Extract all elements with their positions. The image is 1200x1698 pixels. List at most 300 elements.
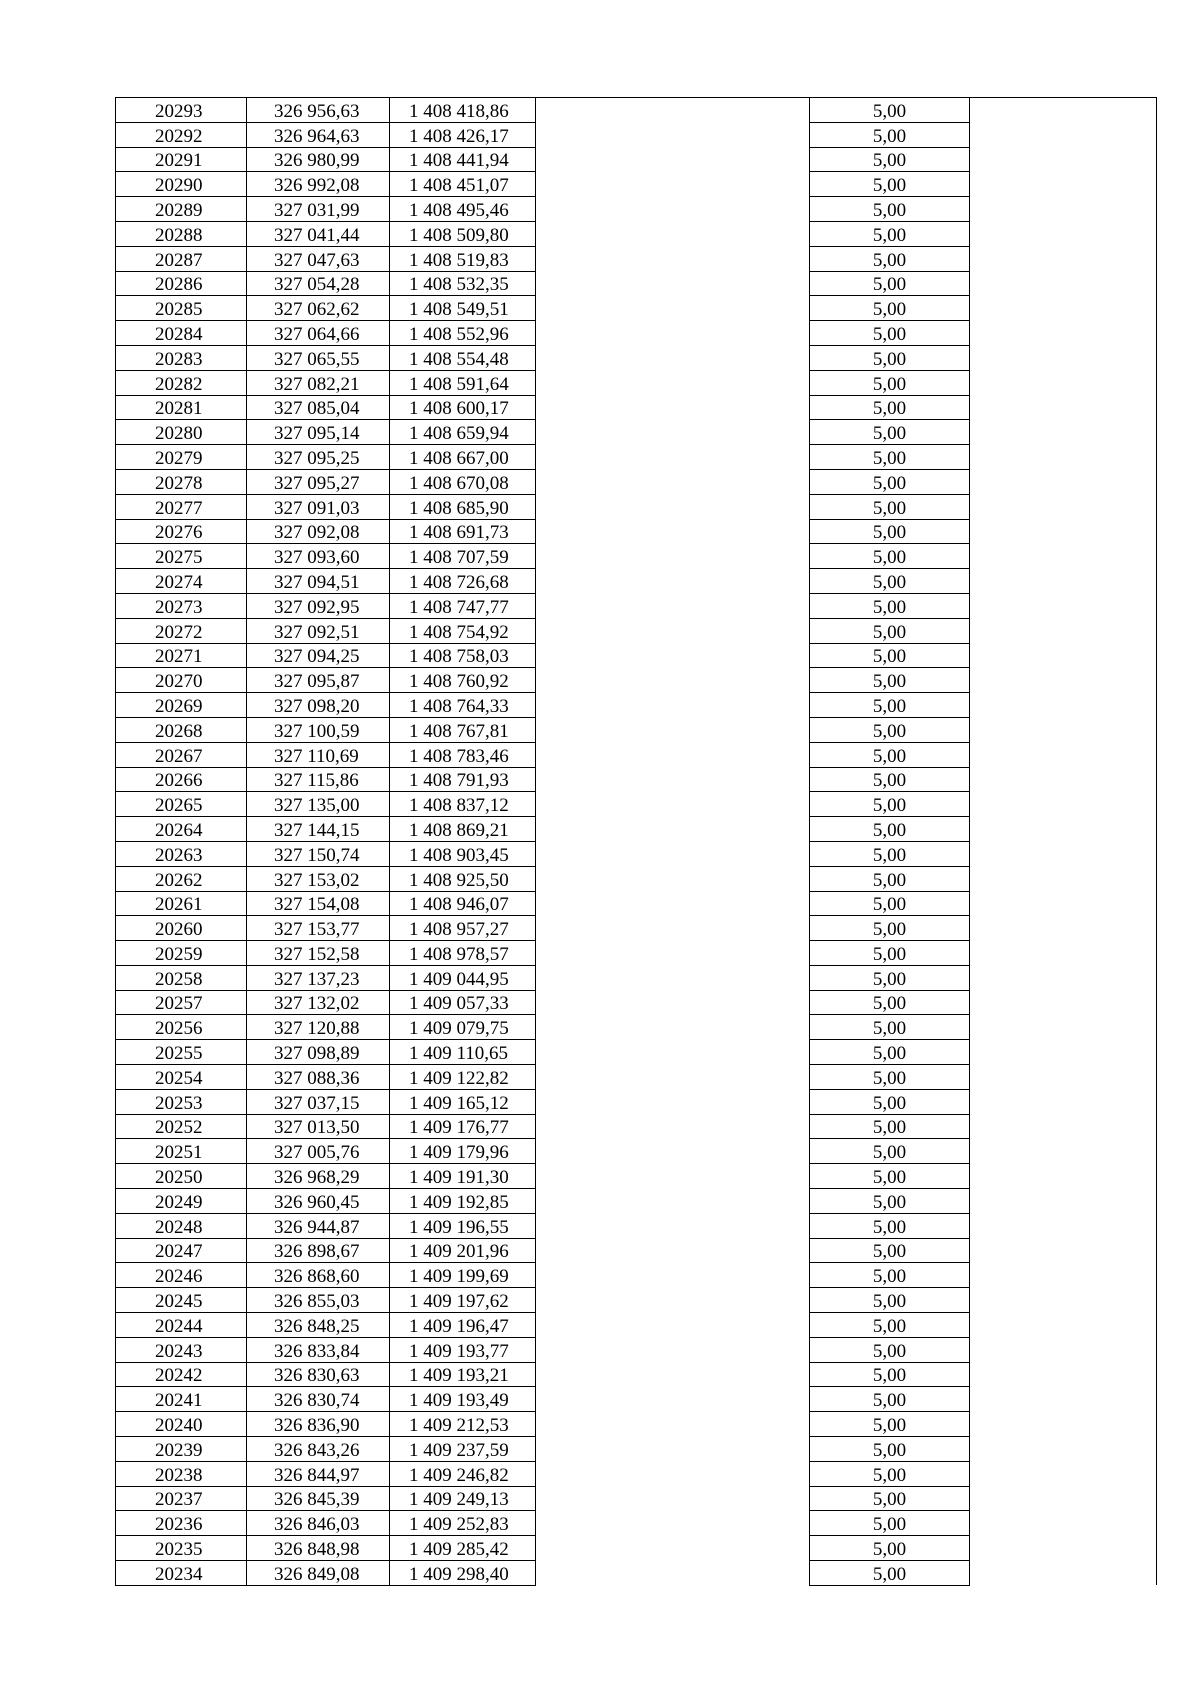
note-cell [970, 891, 1157, 916]
x-coordinate-cell: 326 956,63 [247, 98, 390, 123]
accuracy-cell: 5,00 [810, 494, 970, 519]
x-coordinate-cell: 326 898,67 [247, 1238, 390, 1263]
blank-cell [536, 1164, 810, 1189]
table-row [116, 593, 1157, 618]
table-row [116, 271, 1157, 296]
point-number-cell: 20270 [116, 668, 247, 693]
y-coordinate-cell: 1 409 201,96 [390, 1238, 536, 1263]
x-coordinate-cell: 327 132,02 [247, 990, 390, 1015]
accuracy-cell: 5,00 [810, 817, 970, 842]
table-row [116, 866, 1157, 891]
table-row [116, 1362, 1157, 1387]
accuracy-cell: 5,00 [810, 1561, 970, 1586]
accuracy-cell: 5,00 [810, 916, 970, 941]
table-row [116, 643, 1157, 668]
y-coordinate-cell: 1 408 758,03 [390, 643, 536, 668]
accuracy-cell: 5,00 [810, 122, 970, 147]
table-row [116, 1015, 1157, 1040]
note-cell [970, 1139, 1157, 1164]
blank-cell [536, 1313, 810, 1338]
x-coordinate-cell: 327 120,88 [247, 1015, 390, 1040]
y-coordinate-cell: 1 409 192,85 [390, 1189, 536, 1214]
y-coordinate-cell: 1 409 057,33 [390, 990, 536, 1015]
note-cell [970, 1561, 1157, 1586]
table-row [116, 1238, 1157, 1263]
table-row [116, 916, 1157, 941]
accuracy-cell: 5,00 [810, 469, 970, 494]
blank-cell [536, 147, 810, 172]
blank-cell [536, 1238, 810, 1263]
table-row [116, 941, 1157, 966]
coordinates-table-body [116, 98, 1157, 1586]
note-cell [970, 1114, 1157, 1139]
blank-cell [536, 1461, 810, 1486]
x-coordinate-cell: 327 110,69 [247, 742, 390, 767]
blank-cell [536, 1213, 810, 1238]
x-coordinate-cell: 326 843,26 [247, 1437, 390, 1462]
accuracy-cell: 5,00 [810, 1313, 970, 1338]
y-coordinate-cell: 1 408 554,48 [390, 345, 536, 370]
blank-cell [536, 197, 810, 222]
x-coordinate-cell: 326 964,63 [247, 122, 390, 147]
x-coordinate-cell: 327 091,03 [247, 494, 390, 519]
accuracy-cell: 5,00 [810, 321, 970, 346]
y-coordinate-cell: 1 409 179,96 [390, 1139, 536, 1164]
accuracy-cell: 5,00 [810, 866, 970, 891]
accuracy-cell: 5,00 [810, 792, 970, 817]
accuracy-cell: 5,00 [810, 1511, 970, 1536]
point-number-cell: 20257 [116, 990, 247, 1015]
blank-cell [536, 643, 810, 668]
point-number-cell: 20255 [116, 1040, 247, 1065]
note-cell [970, 469, 1157, 494]
y-coordinate-cell: 1 409 199,69 [390, 1263, 536, 1288]
point-number-cell: 20240 [116, 1412, 247, 1437]
accuracy-cell: 5,00 [810, 990, 970, 1015]
accuracy-cell: 5,00 [810, 296, 970, 321]
blank-cell [536, 891, 810, 916]
x-coordinate-cell: 327 085,04 [247, 395, 390, 420]
note-cell [970, 1437, 1157, 1462]
x-coordinate-cell: 326 944,87 [247, 1213, 390, 1238]
accuracy-cell: 5,00 [810, 1337, 970, 1362]
x-coordinate-cell: 327 115,86 [247, 767, 390, 792]
point-number-cell: 20254 [116, 1065, 247, 1090]
table-row [116, 1437, 1157, 1462]
point-number-cell: 20271 [116, 643, 247, 668]
note-cell [970, 1164, 1157, 1189]
note-cell [970, 1412, 1157, 1437]
point-number-cell: 20293 [116, 98, 247, 123]
accuracy-cell: 5,00 [810, 271, 970, 296]
table-row [116, 1387, 1157, 1412]
note-cell [970, 1313, 1157, 1338]
point-number-cell: 20289 [116, 197, 247, 222]
note-cell [970, 1015, 1157, 1040]
point-number-cell: 20238 [116, 1461, 247, 1486]
table-row [116, 1313, 1157, 1338]
point-number-cell: 20277 [116, 494, 247, 519]
point-number-cell: 20250 [116, 1164, 247, 1189]
blank-cell [536, 445, 810, 470]
table-row [116, 717, 1157, 742]
y-coordinate-cell: 1 408 659,94 [390, 420, 536, 445]
x-coordinate-cell: 327 095,87 [247, 668, 390, 693]
note-cell [970, 296, 1157, 321]
y-coordinate-cell: 1 409 122,82 [390, 1065, 536, 1090]
blank-cell [536, 519, 810, 544]
point-number-cell: 20278 [116, 469, 247, 494]
y-coordinate-cell: 1 409 165,12 [390, 1089, 536, 1114]
point-number-cell: 20284 [116, 321, 247, 346]
x-coordinate-cell: 327 095,25 [247, 445, 390, 470]
point-number-cell: 20283 [116, 345, 247, 370]
accuracy-cell: 5,00 [810, 767, 970, 792]
table-row [116, 445, 1157, 470]
note-cell [970, 544, 1157, 569]
point-number-cell: 20244 [116, 1313, 247, 1338]
y-coordinate-cell: 1 408 837,12 [390, 792, 536, 817]
y-coordinate-cell: 1 408 791,93 [390, 767, 536, 792]
x-coordinate-cell: 327 092,08 [247, 519, 390, 544]
accuracy-cell: 5,00 [810, 742, 970, 767]
blank-cell [536, 1511, 810, 1536]
x-coordinate-cell: 327 098,89 [247, 1040, 390, 1065]
table-row [116, 1065, 1157, 1090]
note-cell [970, 941, 1157, 966]
x-coordinate-cell: 326 848,98 [247, 1536, 390, 1561]
y-coordinate-cell: 1 408 767,81 [390, 717, 536, 742]
point-number-cell: 20276 [116, 519, 247, 544]
table-row [116, 1089, 1157, 1114]
table-row [116, 767, 1157, 792]
y-coordinate-cell: 1 408 685,90 [390, 494, 536, 519]
point-number-cell: 20253 [116, 1089, 247, 1114]
blank-cell [536, 1040, 810, 1065]
point-number-cell: 20248 [116, 1213, 247, 1238]
y-coordinate-cell: 1 408 600,17 [390, 395, 536, 420]
accuracy-cell: 5,00 [810, 717, 970, 742]
table-row [116, 98, 1157, 123]
x-coordinate-cell: 327 094,51 [247, 569, 390, 594]
point-number-cell: 20273 [116, 593, 247, 618]
y-coordinate-cell: 1 408 869,21 [390, 817, 536, 842]
y-coordinate-cell: 1 408 707,59 [390, 544, 536, 569]
accuracy-cell: 5,00 [810, 1461, 970, 1486]
accuracy-cell: 5,00 [810, 668, 970, 693]
point-number-cell: 20290 [116, 172, 247, 197]
note-cell [970, 370, 1157, 395]
note-cell [970, 122, 1157, 147]
accuracy-cell: 5,00 [810, 420, 970, 445]
x-coordinate-cell: 327 062,62 [247, 296, 390, 321]
point-number-cell: 20251 [116, 1139, 247, 1164]
y-coordinate-cell: 1 408 441,94 [390, 147, 536, 172]
y-coordinate-cell: 1 409 252,83 [390, 1511, 536, 1536]
y-coordinate-cell: 1 408 418,86 [390, 98, 536, 123]
blank-cell [536, 246, 810, 271]
note-cell [970, 569, 1157, 594]
x-coordinate-cell: 327 054,28 [247, 271, 390, 296]
note-cell [970, 172, 1157, 197]
blank-cell [536, 1288, 810, 1313]
y-coordinate-cell: 1 408 783,46 [390, 742, 536, 767]
note-cell [970, 767, 1157, 792]
table-row [116, 1486, 1157, 1511]
blank-cell [536, 1536, 810, 1561]
x-coordinate-cell: 327 153,02 [247, 866, 390, 891]
table-row [116, 742, 1157, 767]
table-row [116, 321, 1157, 346]
y-coordinate-cell: 1 409 249,13 [390, 1486, 536, 1511]
y-coordinate-cell: 1 408 925,50 [390, 866, 536, 891]
y-coordinate-cell: 1 408 667,00 [390, 445, 536, 470]
x-coordinate-cell: 327 137,23 [247, 965, 390, 990]
note-cell [970, 742, 1157, 767]
y-coordinate-cell: 1 408 509,80 [390, 221, 536, 246]
table-row [116, 1561, 1157, 1586]
y-coordinate-cell: 1 409 191,30 [390, 1164, 536, 1189]
table-row [116, 197, 1157, 222]
x-coordinate-cell: 326 848,25 [247, 1313, 390, 1338]
accuracy-cell: 5,00 [810, 172, 970, 197]
y-coordinate-cell: 1 408 591,64 [390, 370, 536, 395]
y-coordinate-cell: 1 409 193,77 [390, 1337, 536, 1362]
table-row [116, 618, 1157, 643]
y-coordinate-cell: 1 408 946,07 [390, 891, 536, 916]
accuracy-cell: 5,00 [810, 395, 970, 420]
x-coordinate-cell: 327 088,36 [247, 1065, 390, 1090]
note-cell [970, 494, 1157, 519]
x-coordinate-cell: 326 849,08 [247, 1561, 390, 1586]
table-row [116, 519, 1157, 544]
accuracy-cell: 5,00 [810, 197, 970, 222]
note-cell [970, 1213, 1157, 1238]
x-coordinate-cell: 327 041,44 [247, 221, 390, 246]
note-cell [970, 519, 1157, 544]
accuracy-cell: 5,00 [810, 593, 970, 618]
blank-cell [536, 593, 810, 618]
table-row [116, 668, 1157, 693]
accuracy-cell: 5,00 [810, 1065, 970, 1090]
table-row [116, 1288, 1157, 1313]
table-row [116, 1263, 1157, 1288]
blank-cell [536, 693, 810, 718]
point-number-cell: 20241 [116, 1387, 247, 1412]
point-number-cell: 20281 [116, 395, 247, 420]
accuracy-cell: 5,00 [810, 1288, 970, 1313]
table-row [116, 246, 1157, 271]
blank-cell [536, 1139, 810, 1164]
x-coordinate-cell: 326 868,60 [247, 1263, 390, 1288]
table-row [116, 965, 1157, 990]
accuracy-cell: 5,00 [810, 147, 970, 172]
y-coordinate-cell: 1 409 044,95 [390, 965, 536, 990]
accuracy-cell: 5,00 [810, 544, 970, 569]
y-coordinate-cell: 1 408 903,45 [390, 841, 536, 866]
note-cell [970, 1461, 1157, 1486]
point-number-cell: 20269 [116, 693, 247, 718]
accuracy-cell: 5,00 [810, 1238, 970, 1263]
blank-cell [536, 345, 810, 370]
point-number-cell: 20285 [116, 296, 247, 321]
note-cell [970, 618, 1157, 643]
x-coordinate-cell: 327 098,20 [247, 693, 390, 718]
x-coordinate-cell: 327 092,95 [247, 593, 390, 618]
table-row [116, 221, 1157, 246]
blank-cell [536, 1189, 810, 1214]
blank-cell [536, 1065, 810, 1090]
point-number-cell: 20249 [116, 1189, 247, 1214]
note-cell [970, 693, 1157, 718]
table-row [116, 172, 1157, 197]
point-number-cell: 20261 [116, 891, 247, 916]
note-cell [970, 246, 1157, 271]
point-number-cell: 20242 [116, 1362, 247, 1387]
table-row [116, 494, 1157, 519]
point-number-cell: 20286 [116, 271, 247, 296]
accuracy-cell: 5,00 [810, 1189, 970, 1214]
y-coordinate-cell: 1 408 495,46 [390, 197, 536, 222]
y-coordinate-cell: 1 409 246,82 [390, 1461, 536, 1486]
table-row [116, 1461, 1157, 1486]
coordinates-table-wrapper [115, 97, 1157, 1586]
blank-cell [536, 122, 810, 147]
accuracy-cell: 5,00 [810, 445, 970, 470]
table-row [116, 122, 1157, 147]
point-number-cell: 20246 [116, 1263, 247, 1288]
accuracy-cell: 5,00 [810, 643, 970, 668]
accuracy-cell: 5,00 [810, 941, 970, 966]
y-coordinate-cell: 1 408 552,96 [390, 321, 536, 346]
accuracy-cell: 5,00 [810, 345, 970, 370]
blank-cell [536, 1387, 810, 1412]
blank-cell [536, 370, 810, 395]
x-coordinate-cell: 326 968,29 [247, 1164, 390, 1189]
accuracy-cell: 5,00 [810, 1089, 970, 1114]
accuracy-cell: 5,00 [810, 1486, 970, 1511]
blank-cell [536, 271, 810, 296]
table-row [116, 990, 1157, 1015]
x-coordinate-cell: 327 153,77 [247, 916, 390, 941]
point-number-cell: 20280 [116, 420, 247, 445]
table-row [116, 1164, 1157, 1189]
point-number-cell: 20274 [116, 569, 247, 594]
accuracy-cell: 5,00 [810, 1139, 970, 1164]
note-cell [970, 1511, 1157, 1536]
note-cell [970, 643, 1157, 668]
table-row [116, 345, 1157, 370]
blank-cell [536, 1486, 810, 1511]
x-coordinate-cell: 327 082,21 [247, 370, 390, 395]
note-cell [970, 1089, 1157, 1114]
y-coordinate-cell: 1 408 764,33 [390, 693, 536, 718]
point-number-cell: 20275 [116, 544, 247, 569]
x-coordinate-cell: 326 830,74 [247, 1387, 390, 1412]
x-coordinate-cell: 327 093,60 [247, 544, 390, 569]
note-cell [970, 1238, 1157, 1263]
blank-cell [536, 866, 810, 891]
y-coordinate-cell: 1 409 285,42 [390, 1536, 536, 1561]
table-row [116, 569, 1157, 594]
point-number-cell: 20272 [116, 618, 247, 643]
point-number-cell: 20279 [116, 445, 247, 470]
accuracy-cell: 5,00 [810, 98, 970, 123]
blank-cell [536, 1015, 810, 1040]
table-row [116, 420, 1157, 445]
x-coordinate-cell: 326 833,84 [247, 1337, 390, 1362]
y-coordinate-cell: 1 409 212,53 [390, 1412, 536, 1437]
table-row [116, 1040, 1157, 1065]
note-cell [970, 990, 1157, 1015]
note-cell [970, 271, 1157, 296]
point-number-cell: 20268 [116, 717, 247, 742]
y-coordinate-cell: 1 408 532,35 [390, 271, 536, 296]
blank-cell [536, 569, 810, 594]
note-cell [970, 1065, 1157, 1090]
table-row [116, 395, 1157, 420]
x-coordinate-cell: 326 846,03 [247, 1511, 390, 1536]
note-cell [970, 965, 1157, 990]
x-coordinate-cell: 327 095,14 [247, 420, 390, 445]
note-cell [970, 817, 1157, 842]
x-coordinate-cell: 327 154,08 [247, 891, 390, 916]
blank-cell [536, 221, 810, 246]
note-cell [970, 445, 1157, 470]
table-row [116, 693, 1157, 718]
table-row [116, 544, 1157, 569]
note-cell [970, 395, 1157, 420]
x-coordinate-cell: 327 005,76 [247, 1139, 390, 1164]
note-cell [970, 1337, 1157, 1362]
blank-cell [536, 1263, 810, 1288]
blank-cell [536, 792, 810, 817]
accuracy-cell: 5,00 [810, 1263, 970, 1288]
blank-cell [536, 1412, 810, 1437]
accuracy-cell: 5,00 [810, 965, 970, 990]
blank-cell [536, 1362, 810, 1387]
table-row [116, 469, 1157, 494]
accuracy-cell: 5,00 [810, 246, 970, 271]
blank-cell [536, 817, 810, 842]
blank-cell [536, 544, 810, 569]
table-row [116, 1213, 1157, 1238]
y-coordinate-cell: 1 408 957,27 [390, 916, 536, 941]
blank-cell [536, 717, 810, 742]
note-cell [970, 321, 1157, 346]
y-coordinate-cell: 1 408 747,77 [390, 593, 536, 618]
note-cell [970, 916, 1157, 941]
accuracy-cell: 5,00 [810, 693, 970, 718]
x-coordinate-cell: 327 092,51 [247, 618, 390, 643]
y-coordinate-cell: 1 408 726,68 [390, 569, 536, 594]
table-row [116, 1189, 1157, 1214]
accuracy-cell: 5,00 [810, 1437, 970, 1462]
note-cell [970, 197, 1157, 222]
blank-cell [536, 296, 810, 321]
note-cell [970, 717, 1157, 742]
y-coordinate-cell: 1 408 670,08 [390, 469, 536, 494]
x-coordinate-cell: 327 047,63 [247, 246, 390, 271]
table-row [116, 370, 1157, 395]
accuracy-cell: 5,00 [810, 1040, 970, 1065]
blank-cell [536, 1337, 810, 1362]
note-cell [970, 345, 1157, 370]
note-cell [970, 1288, 1157, 1313]
x-coordinate-cell: 326 845,39 [247, 1486, 390, 1511]
accuracy-cell: 5,00 [810, 519, 970, 544]
note-cell [970, 420, 1157, 445]
